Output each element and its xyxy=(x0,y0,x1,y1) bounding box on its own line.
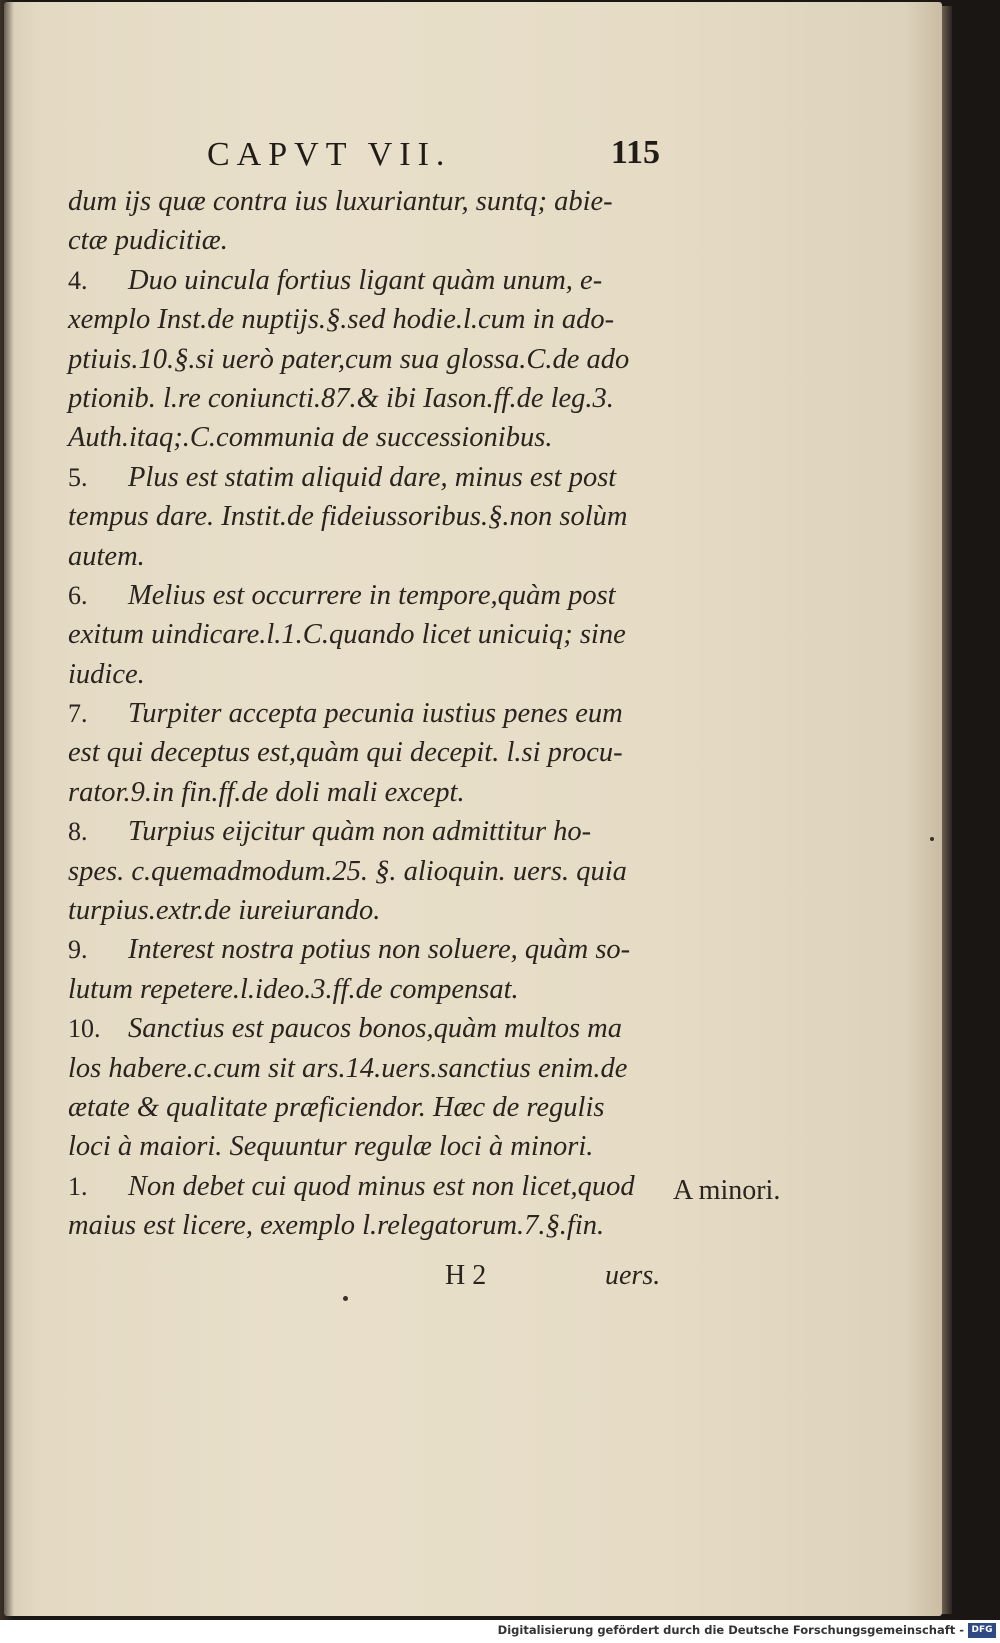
line-text: Turpiter accepta pecunia iustius penes eum xyxy=(128,698,623,730)
gutter-shadow xyxy=(0,0,14,1620)
rule-number: 5. xyxy=(68,462,88,492)
text-line xyxy=(68,340,668,379)
text-line xyxy=(68,773,668,812)
digitization-footer xyxy=(0,1620,1000,1643)
line-text: los habere.c.cum sit ars.14.uers.sanctius enim.de xyxy=(68,1052,628,1084)
text-line xyxy=(68,852,668,891)
rule-number: 8. xyxy=(68,817,88,847)
rule-number: 4. xyxy=(68,265,88,295)
line-text: Melius est occurrere in tempore,quàm post xyxy=(128,579,616,611)
text-line xyxy=(68,615,668,654)
text-line xyxy=(68,182,668,221)
text-line xyxy=(68,458,668,497)
text-line xyxy=(68,891,668,930)
text-line xyxy=(68,576,668,615)
rule-number: 6. xyxy=(68,580,88,610)
rule-number: 7. xyxy=(68,699,88,729)
text-line xyxy=(68,537,668,576)
rule-number: 10. xyxy=(68,1014,101,1044)
text-line xyxy=(68,418,668,457)
line-text: ctæ pudicitiæ. xyxy=(68,225,228,257)
line-text: Auth.itaq;.C.communia de successionibus. xyxy=(68,422,553,454)
line-text: turpius.extr.de iureiurando. xyxy=(68,895,381,927)
rule-number: 9. xyxy=(68,935,88,965)
line-text: Turpius eijcitur quàm non admittitur ho- xyxy=(128,816,592,848)
line-text: Interest nostra potius non soluere, quàm so- xyxy=(128,934,631,966)
running-title: CAPVT VII. xyxy=(207,136,452,173)
text-line xyxy=(68,1167,668,1206)
line-text: loci à maiori. Sequuntur regulæ loci à minori. xyxy=(68,1131,594,1163)
line-text: Sanctius est paucos bonos,quàm multos ma xyxy=(128,1013,622,1045)
line-text: Duo uincula fortius ligant quàm unum, e- xyxy=(128,264,603,296)
running-header xyxy=(70,136,660,180)
text-line xyxy=(68,970,668,1009)
line-text: autem. xyxy=(68,540,145,572)
rule-number: 1. xyxy=(68,1171,88,1201)
text-line xyxy=(68,1206,668,1245)
margin-note: A minori. xyxy=(673,1175,781,1206)
text-line xyxy=(68,1049,668,1088)
funding-credit: Digitalisierung gefördert durch die Deutsche Forschungsgemeinschaft - xyxy=(497,1623,964,1637)
line-text: ptionib. l.re coniuncti.87.& ibi Iason.ff.de leg.3. xyxy=(68,382,614,414)
ink-speck xyxy=(930,837,934,841)
body-text xyxy=(68,182,668,1246)
folio-number: 115 xyxy=(610,134,660,171)
line-text: ptiuis.10.§.si uerò pater,cum sua glossa.C.de ado xyxy=(68,343,630,375)
line-text: est qui deceptus est,quàm qui decepit. l.si procu- xyxy=(68,737,623,769)
text-line xyxy=(68,1127,668,1166)
line-text: Non debet cui quod minus est non licet,quod xyxy=(128,1170,635,1202)
line-text: xemplo Inst.de nuptijs.§.sed hodie.l.cum in ado- xyxy=(68,304,615,336)
dfg-logo: DFG xyxy=(968,1623,996,1638)
text-line xyxy=(68,1009,668,1048)
catchword: uers. xyxy=(605,1260,661,1291)
text-line xyxy=(68,655,668,694)
text-line xyxy=(68,300,668,339)
line-text: tempus dare. Instit.de fideiussoribus.§.non solùm xyxy=(68,501,628,533)
text-line xyxy=(68,379,668,418)
signature-mark: H 2 xyxy=(445,1260,487,1291)
ink-speck xyxy=(343,1296,348,1301)
line-text: Plus est statim aliquid dare, minus est post xyxy=(128,461,617,493)
line-text: dum ijs quæ contra ius luxuriantur, suntq; abie- xyxy=(68,186,613,217)
line-text: lutum repetere.l.ideo.3.ff.de compensat. xyxy=(68,973,519,1005)
page-edge xyxy=(942,6,952,1614)
line-text: rator.9.in fin.ff.de doli mali except. xyxy=(68,776,465,808)
line-text: iudice. xyxy=(68,658,145,690)
text-line xyxy=(68,221,668,260)
text-line xyxy=(68,1088,668,1127)
line-text: ætate & qualitate præficiendor. Hæc de regulis xyxy=(68,1091,605,1123)
text-line xyxy=(68,812,668,851)
text-line xyxy=(68,694,668,733)
text-line xyxy=(68,930,668,969)
text-line xyxy=(68,497,668,536)
text-line xyxy=(68,733,668,772)
line-text: spes. c.quemadmodum.25. §. alioquin. uers. quia xyxy=(68,855,627,887)
text-line xyxy=(68,261,668,300)
line-text: exitum uindicare.l.1.C.quando licet unicuiq; sine xyxy=(68,619,626,651)
line-text: maius est licere, exemplo l.relegatorum.7.§.fin. xyxy=(68,1210,605,1242)
